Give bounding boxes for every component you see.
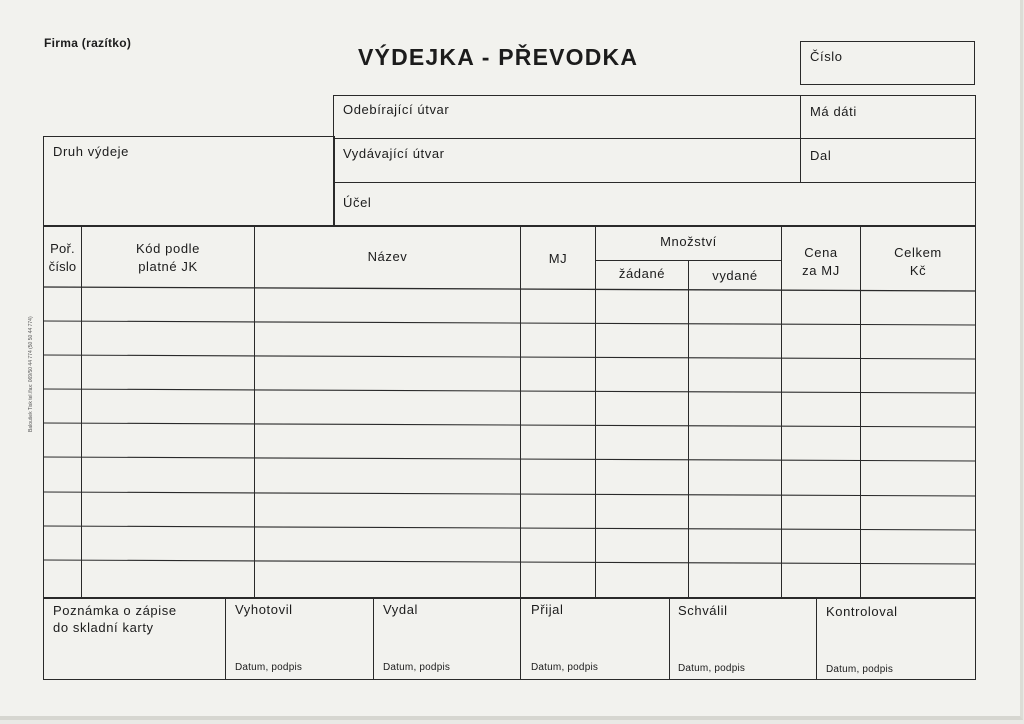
row-lines: [43, 310, 976, 570]
vyhotovil-label: Vyhotovil: [235, 602, 293, 617]
schvalil-label: Schválil: [678, 603, 728, 618]
poznamka-line2: do skladní karty: [53, 620, 154, 635]
header-celkem-line1: Celkem: [894, 245, 942, 260]
ma-dati-label: Má dáti: [810, 104, 857, 119]
header-celkem-line2: Kč: [909, 263, 927, 278]
row-line: [43, 492, 976, 496]
header-row-line: [43, 280, 976, 296]
cislo-label: Číslo: [810, 49, 843, 64]
datum-podpis-label: Datum, podpis: [383, 662, 451, 673]
vydavajici-label: Vydávající útvar: [343, 146, 445, 161]
header-mj: MJ: [548, 251, 568, 266]
printer-mark: Baloušek Tisk tel./fax: 069/50 44 774 (50 50 44 774): [28, 316, 34, 432]
header-kod-line1: Kód podle: [136, 241, 200, 256]
kontroloval-label: Kontroloval: [826, 604, 898, 619]
prijal-label: Přijal: [531, 602, 564, 617]
header-por-line2: číslo: [48, 259, 77, 274]
datum-podpis-label: Datum, podpis: [678, 663, 746, 674]
header-por-line1: Poř.: [50, 241, 75, 256]
mnozstvi-divider: [595, 260, 782, 261]
header-kod-line2: platné JK: [138, 259, 198, 274]
vydal-label: Vydal: [383, 602, 419, 617]
dal-label: Dal: [810, 148, 832, 163]
vydal-field[interactable]: [374, 598, 520, 679]
vyhotovil-field[interactable]: [226, 598, 373, 679]
datum-podpis-label: Datum, podpis: [826, 664, 894, 675]
row-line: [43, 457, 976, 461]
header-cena-line1: Cena: [804, 245, 838, 260]
form-title: VÝDEJKA - PŘEVODKA: [358, 44, 639, 70]
header-cena: [782, 244, 860, 280]
prijal-field[interactable]: [521, 598, 669, 679]
row-line: [43, 526, 976, 530]
row-line: [43, 321, 976, 325]
header-por-cislo: [44, 240, 81, 276]
ucel-label: Účel: [343, 195, 372, 210]
poznamka-field[interactable]: [53, 602, 177, 636]
kontroloval-field[interactable]: [817, 598, 975, 679]
row-line: [43, 423, 976, 427]
header-nazev: Název: [367, 249, 408, 264]
ucel-field[interactable]: [334, 183, 975, 226]
datum-podpis-label: Datum, podpis: [531, 662, 599, 673]
schvalil-field[interactable]: [670, 598, 816, 679]
druh-vydeje-label: Druh výdeje: [53, 144, 129, 159]
header-celkem: [861, 244, 975, 280]
header-cena-line2: za MJ: [802, 263, 840, 278]
header-vydane: vydané: [712, 268, 758, 283]
odebirajici-label: Odebírající útvar: [343, 102, 450, 117]
row-line: [43, 389, 976, 393]
firma-label: Firma (razítko): [44, 36, 132, 50]
row-line: [43, 355, 976, 359]
header-kod: [82, 240, 254, 276]
poznamka-line1: Poznámka o zápise: [53, 603, 177, 618]
row-line: [43, 560, 976, 564]
header-zadane: žádané: [618, 266, 666, 281]
datum-podpis-label: Datum, podpis: [235, 662, 303, 673]
header-mnozstvi: Množství: [660, 234, 717, 249]
